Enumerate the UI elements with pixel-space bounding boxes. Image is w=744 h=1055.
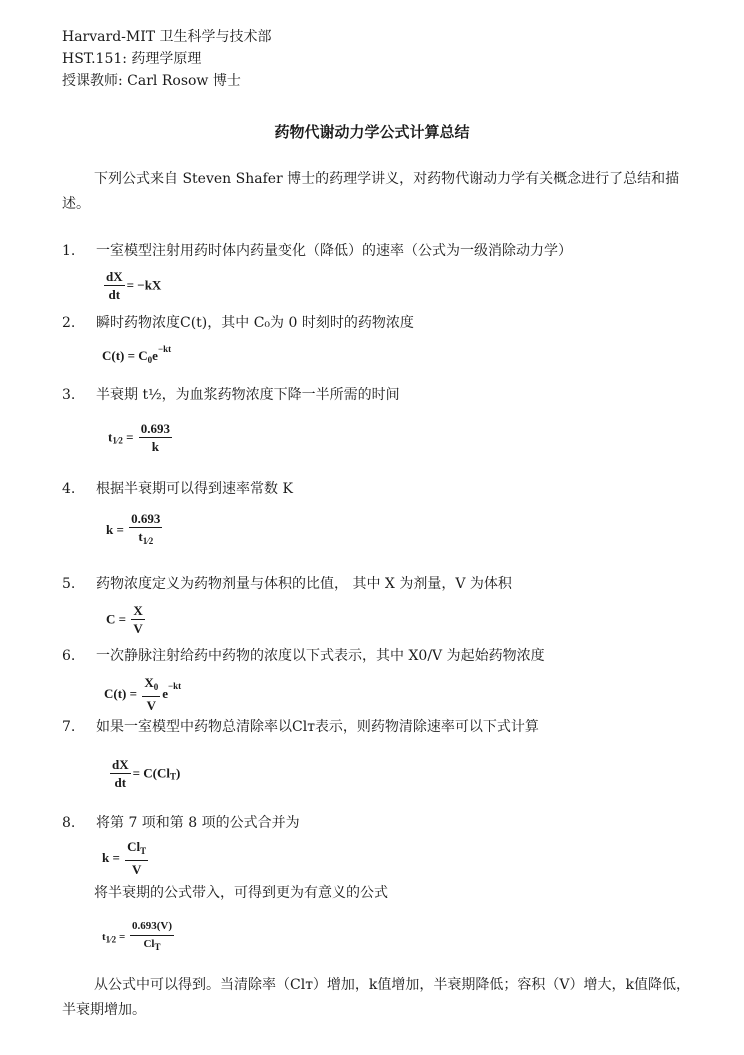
item-text: 一室模型注射用药时体内药量变化（降低）的速率（公式为一级消除动力学）: [96, 243, 572, 259]
department-line: Harvard-MIT 卫生科学与技术部: [62, 29, 272, 45]
list-item-4: [62, 478, 293, 498]
list-item-7: [62, 716, 539, 736]
item-number: 7.: [62, 719, 76, 735]
item-number: 5.: [62, 576, 76, 592]
course-line: HST.151: 药理学原理: [62, 51, 202, 67]
item-text: 一次静脉注射给药中药物的浓度以下式表示，其中 X0/V 为起始药物浓度: [96, 648, 545, 664]
fraction: $\frac{0.693(V)}{Cl_T}$: [131, 920, 172, 952]
item-number: 8.: [62, 815, 76, 831]
list-item-8: [62, 812, 300, 832]
formula-elimination-rate: $\frac{dX}{dt}$ = −kX: [106, 269, 162, 302]
fraction: $\frac{X}{V}$: [133, 603, 143, 636]
list-item-6: [62, 645, 545, 665]
item-8-followup: 将半衰期的公式带入，可得到更为有意义的公式: [94, 885, 388, 901]
item-text: 将第 7 项和第 8 项的公式合并为: [96, 815, 300, 831]
formula-clearance-rate: $\frac{dX}{dt}$ = $C(Cl_T)$: [112, 757, 181, 790]
fraction: $\frac{dX}{dt}$: [106, 269, 123, 302]
fraction: $\frac{Cl_T}{V}$: [127, 839, 147, 877]
instructor-line: 授课教师: Carl Rosow 博士: [62, 73, 241, 89]
fraction: $\frac{dX}{dt}$: [112, 757, 129, 790]
fraction: $\frac{0.693}{t_{1⁄2}}$: [131, 511, 161, 546]
formula-half-life: $t_{1⁄2}$ = $\frac{0.693}{k}$: [108, 421, 171, 454]
intro-paragraph: 下列公式来自 Steven Shafer 博士的药理学讲义，对药物代谢动力学有关概念进行了总结和描述。: [62, 171, 680, 212]
document-title: 药物代谢动力学公式计算总结: [274, 123, 470, 141]
formula-concentration-definition: C = $\frac{X}{V}$: [106, 603, 143, 636]
item-number: 3.: [62, 387, 76, 403]
list-item-5: [62, 573, 512, 593]
list-item-3: [62, 384, 400, 404]
item-text: 半衰期 t½，为血浆药物浓度下降一半所需的时间: [96, 387, 400, 403]
formula-iv-bolus: C(t) = $\frac{X_0}{V}$ $e^{-kt}$: [104, 675, 182, 713]
item-number: 2.: [62, 315, 76, 331]
formula-rhs: −kX: [137, 277, 162, 293]
item-text: 瞬时药物浓度C(t)，其中 C₀为 0 时刻时的药物浓度: [96, 315, 414, 331]
item-text: 根据半衰期可以得到速率常数 K: [96, 481, 293, 497]
formula-rate-constant: k = $\frac{0.693}{t_{1⁄2}}$: [106, 510, 164, 550]
list-item-1: [62, 240, 572, 260]
item-text: 药物浓度定义为药物剂量与体积的比值， 其中 X 为剂量，V 为体积: [96, 576, 512, 592]
conclusion-paragraph: 从公式中可以得到。当清除率（Clᴛ）增加，k值增加，半衰期降低；容积（V）增大，k值降低，半衰期增加。: [62, 977, 691, 1018]
item-text: 如果一室模型中药物总清除率以Clᴛ表示，则药物清除速率可以下式计算: [96, 719, 539, 735]
fraction: $\frac{X_0}{V}$: [144, 675, 159, 713]
list-item-2: [62, 312, 414, 332]
formula-concentration-time: $C(t) = C_0e^{-kt}$: [102, 344, 172, 365]
item-number: 6.: [62, 648, 76, 664]
formula-combined-k: k = $\frac{Cl_T}{V}$: [102, 839, 147, 877]
item-number: 4.: [62, 481, 76, 497]
item-number: 1.: [62, 243, 76, 259]
formula-half-life-expanded: $t_{1⁄2}$ = $\frac{0.693(V)}{Cl_T}$: [102, 918, 176, 956]
fraction: $\frac{0.693}{k}$: [140, 421, 171, 454]
document-header: [62, 26, 272, 92]
